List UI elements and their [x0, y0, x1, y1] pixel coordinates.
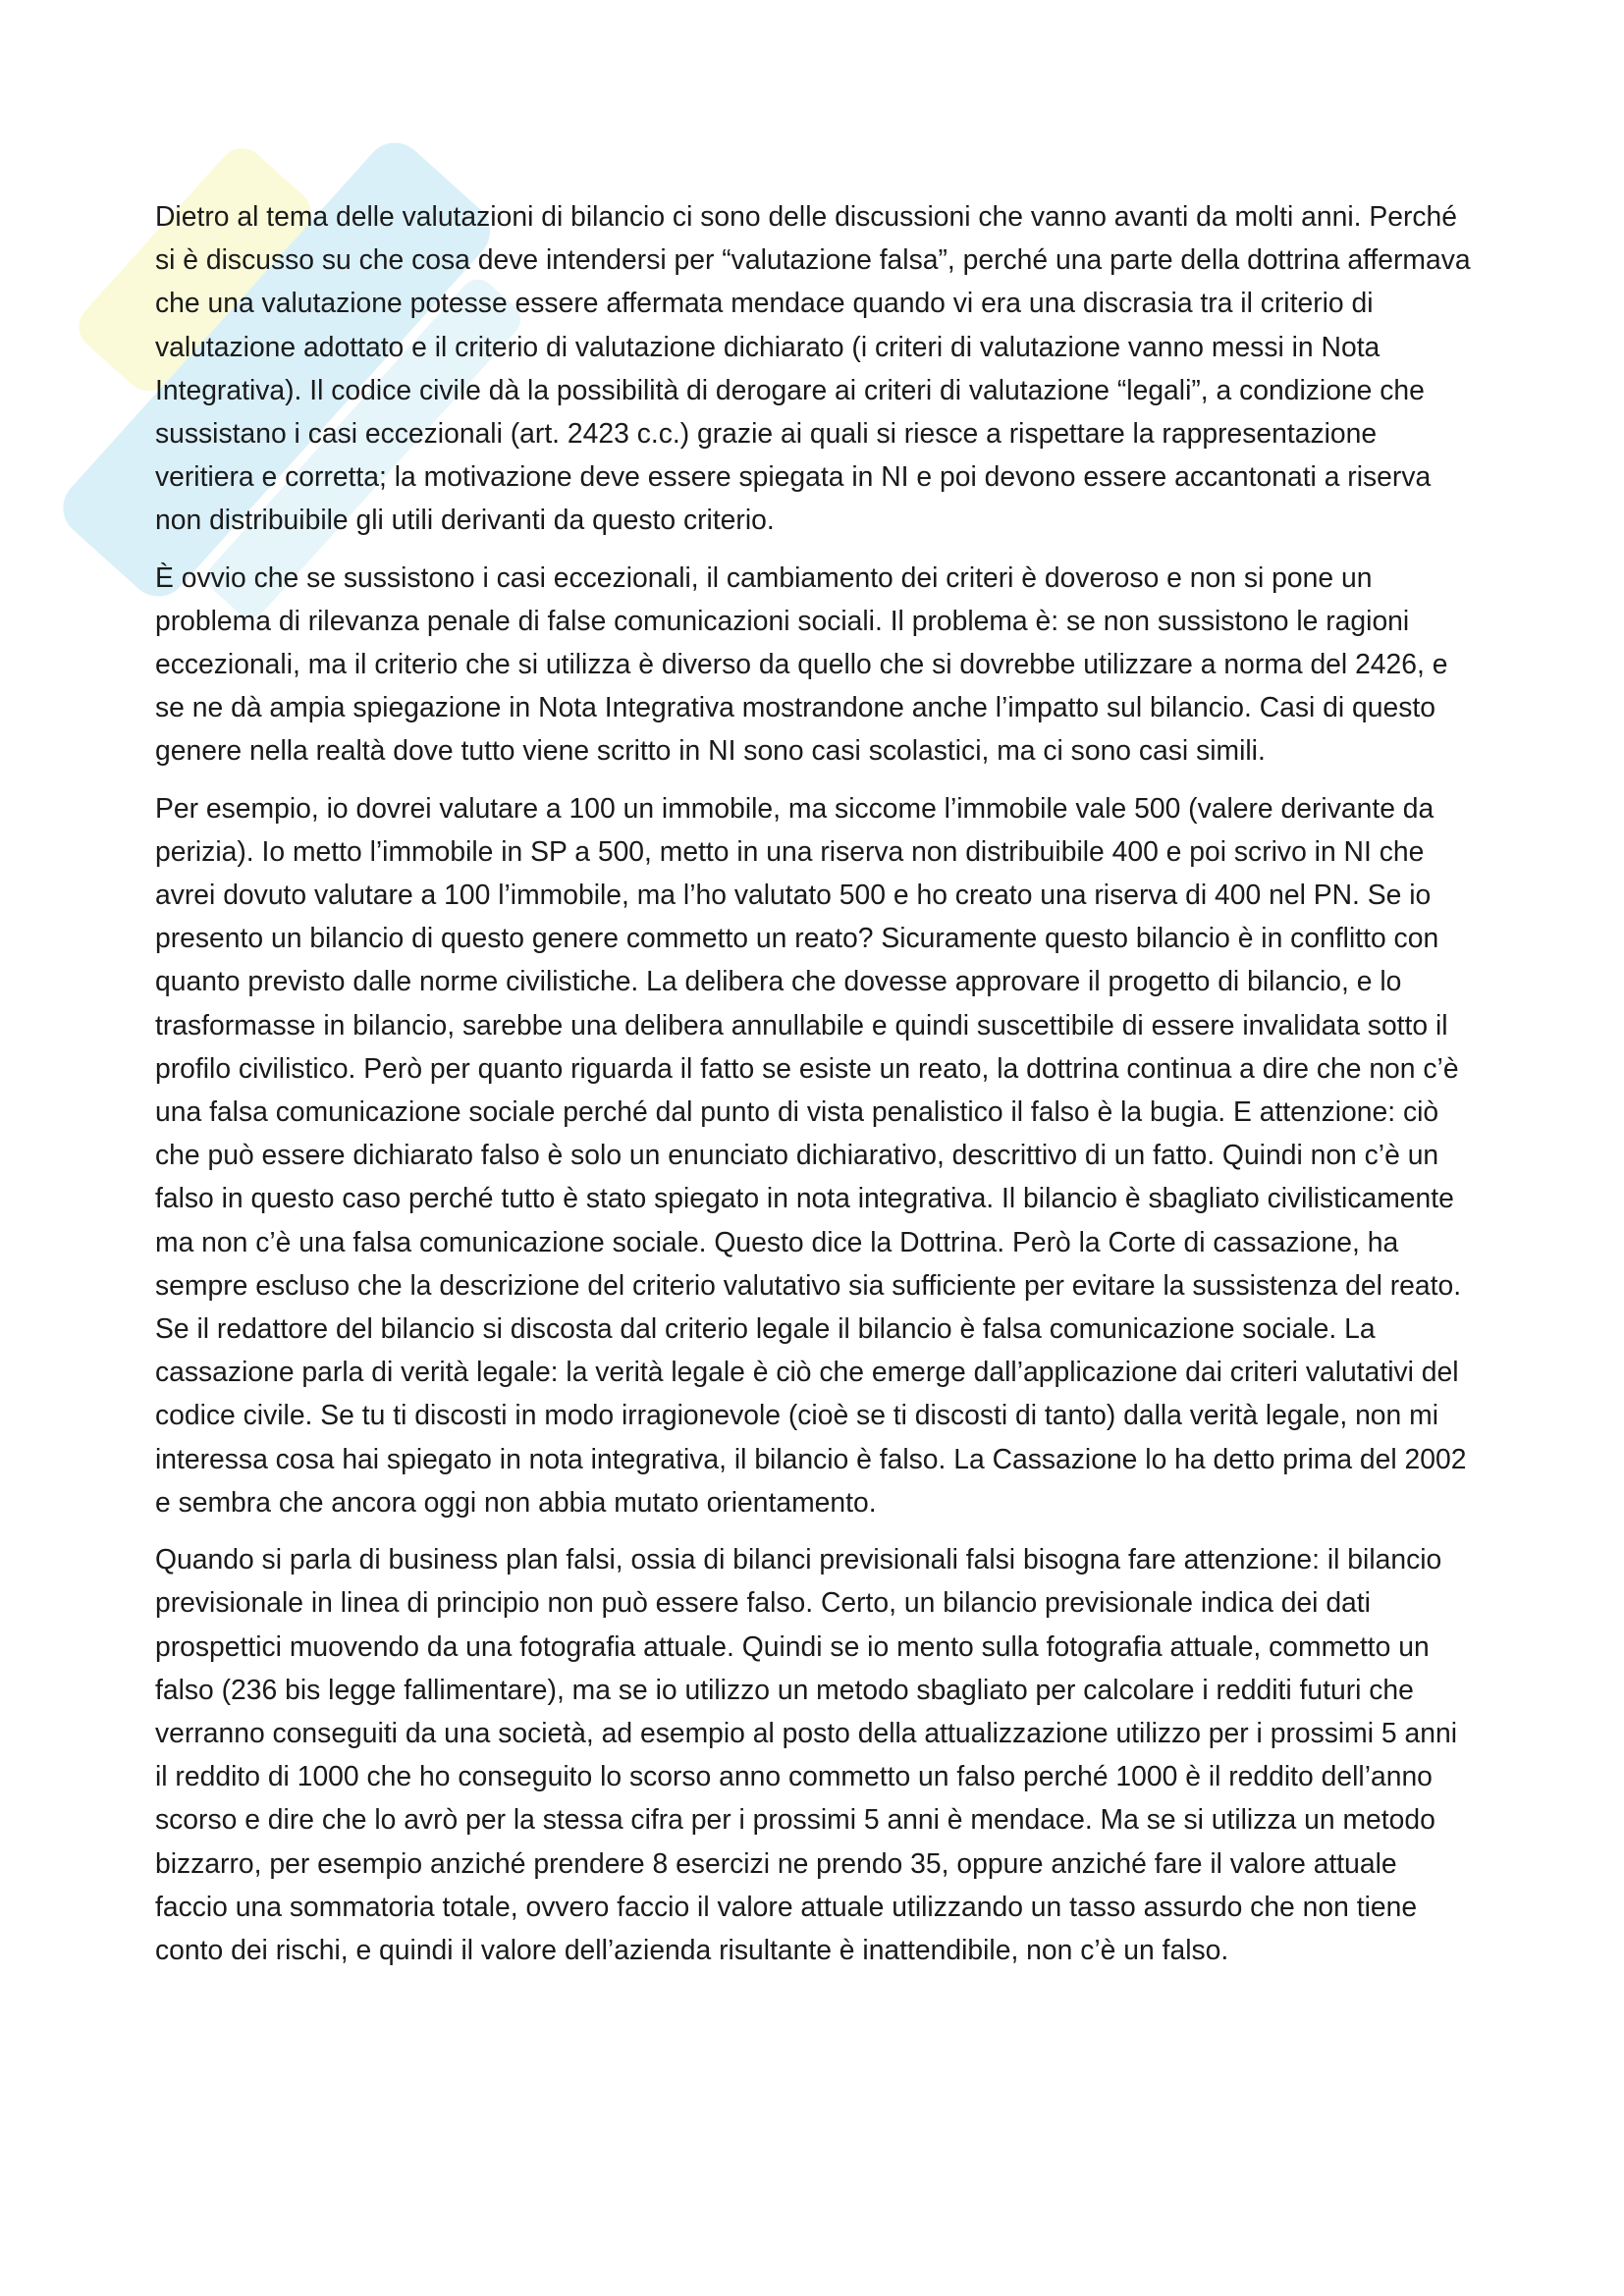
document-body — [155, 194, 1473, 1985]
paragraph-1: Dietro al tema delle valutazioni di bilancio ci sono delle discussioni che vanno avanti da molti anni. Perché si è discusso su che cosa deve intendersi per “valutazione falsa”, perché una parte della dottrina affermava che una valutazione potesse essere affermata mendace quando vi era una discrasia tra il criterio di valutazione adottato e il criterio di valutazione dichiarato (i criteri di valutazione vanno messi in Nota Integrativa). Il codice civile dà la possibilità di derogare ai criteri di valutazione “legali”, a condizione che sussistano i casi eccezionali (art. 2423 c.c.) grazie ai quali si riesce a rispettare la rappresentazione veritiera e corretta; la motivazione deve essere spiegata in NI e poi devono essere accantonati a riserva non distribuibile gli utili derivanti da questo criterio. — [155, 200, 1471, 536]
paragraph-4: Quando si parla di business plan falsi, ossia di bilanci previsionali falsi bisogna fare attenzione: il bilancio previsionale in linea di principio non può essere falso. Certo, un bilancio previsionale indica dei dati prospettici muovendo da una fotografia attuale. Quindi se io mento sulla fotografia attuale, commetto un falso (236 bis legge fallimentare), ma se io utilizzo un metodo sbagliato per calcolare i redditi futuri che verranno conseguiti da una società, ad esempio al posto della attualizzazione utilizzo per i prossimi 5 anni il reddito di 1000 che ho conseguito lo scorso anno commetto un falso perché 1000 è il reddito dell’anno scorso e dire che lo avrò per la stessa cifra per i prossimi 5 anni è mendace. Ma se si utilizza un metodo bizzarro, per esempio anziché prendere 8 esercizi ne prendo 35, oppure anziché fare il valore attuale faccio una sommatoria totale, ovvero faccio il valore attuale utilizzando un tasso assurdo che non tiene conto dei rischi, e quindi il valore dell’azienda risultante è inattendibile, non c’è un falso. — [155, 1543, 1458, 1965]
paragraph-2: È ovvio che se sussistono i casi eccezionali, il cambiamento dei criteri è doveroso e non si pone un problema di rilevanza penale di false comunicazioni sociali. Il problema è: se non sussistono le ragioni eccezionali, ma il criterio che si utilizza è diverso da quello che si dovrebbe utilizzare a norma del 2426, e se ne dà ampia spiegazione in Nota Integrativa mostrandone anche l’impatto sul bilancio. Casi di questo genere nella realtà dove tutto viene scritto in NI sono casi scolastici, ma ci sono casi simili. — [155, 561, 1448, 767]
paragraph-3: Per esempio, io dovrei valutare a 100 un immobile, ma siccome l’immobile vale 500 (valere derivante da perizia). Io metto l’immobile in SP a 500, metto in una riserva non distribuibile 400 e poi scrivo in NI che avrei dovuto valutare a 100 l’immobile, ma l’ho valutato 500 e ho creato una riserva di 400 nel PN. Se io presento un bilancio di questo genere commetto un reato? Sicuramente questo bilancio è in conflitto con quanto previsto dalle norme civilistiche. La delibera che dovesse approvare il progetto di bilancio, e lo trasformasse in bilancio, sarebbe una delibera annullabile e quindi suscettibile di essere invalidata sotto il profilo civilistico. Però per quanto riguarda il fatto se esiste un reato, la dottrina continua a dire che non c’è una falsa comunicazione sociale perché dal punto di vista penalistico il falso è la bugia. E attenzione: ciò che può essere dichiarato falso è solo un enunciato dichiarativo, descrittivo di un fatto. Quindi non c’è un falso in questo caso perché tutto è stato spiegato in nota integrativa. Il bilancio è sbagliato civilisticamente ma non c’è una falsa comunicazione sociale. Questo dice la Dottrina. Però la Corte di cassazione, ha sempre escluso che la descrizione del criterio valutativo sia sufficiente per evitare la sussistenza del reato. Se il redattore del bilancio si discosta dal criterio legale il bilancio è falsa comunicazione sociale. La cassazione parla di verità legale: la verità legale è ciò che emerge dall’applicazione dai criteri valutativi del codice civile. Se tu ti discosti in modo irragionevole (cioè se ti discosti di tanto) dalla verità legale, non mi interessa cosa hai spiegato in nota integrativa, il bilancio è falso. La Cassazione lo ha detto prima del 2002 e sembra che ancora oggi non abbia mutato orientamento. — [155, 791, 1467, 1518]
